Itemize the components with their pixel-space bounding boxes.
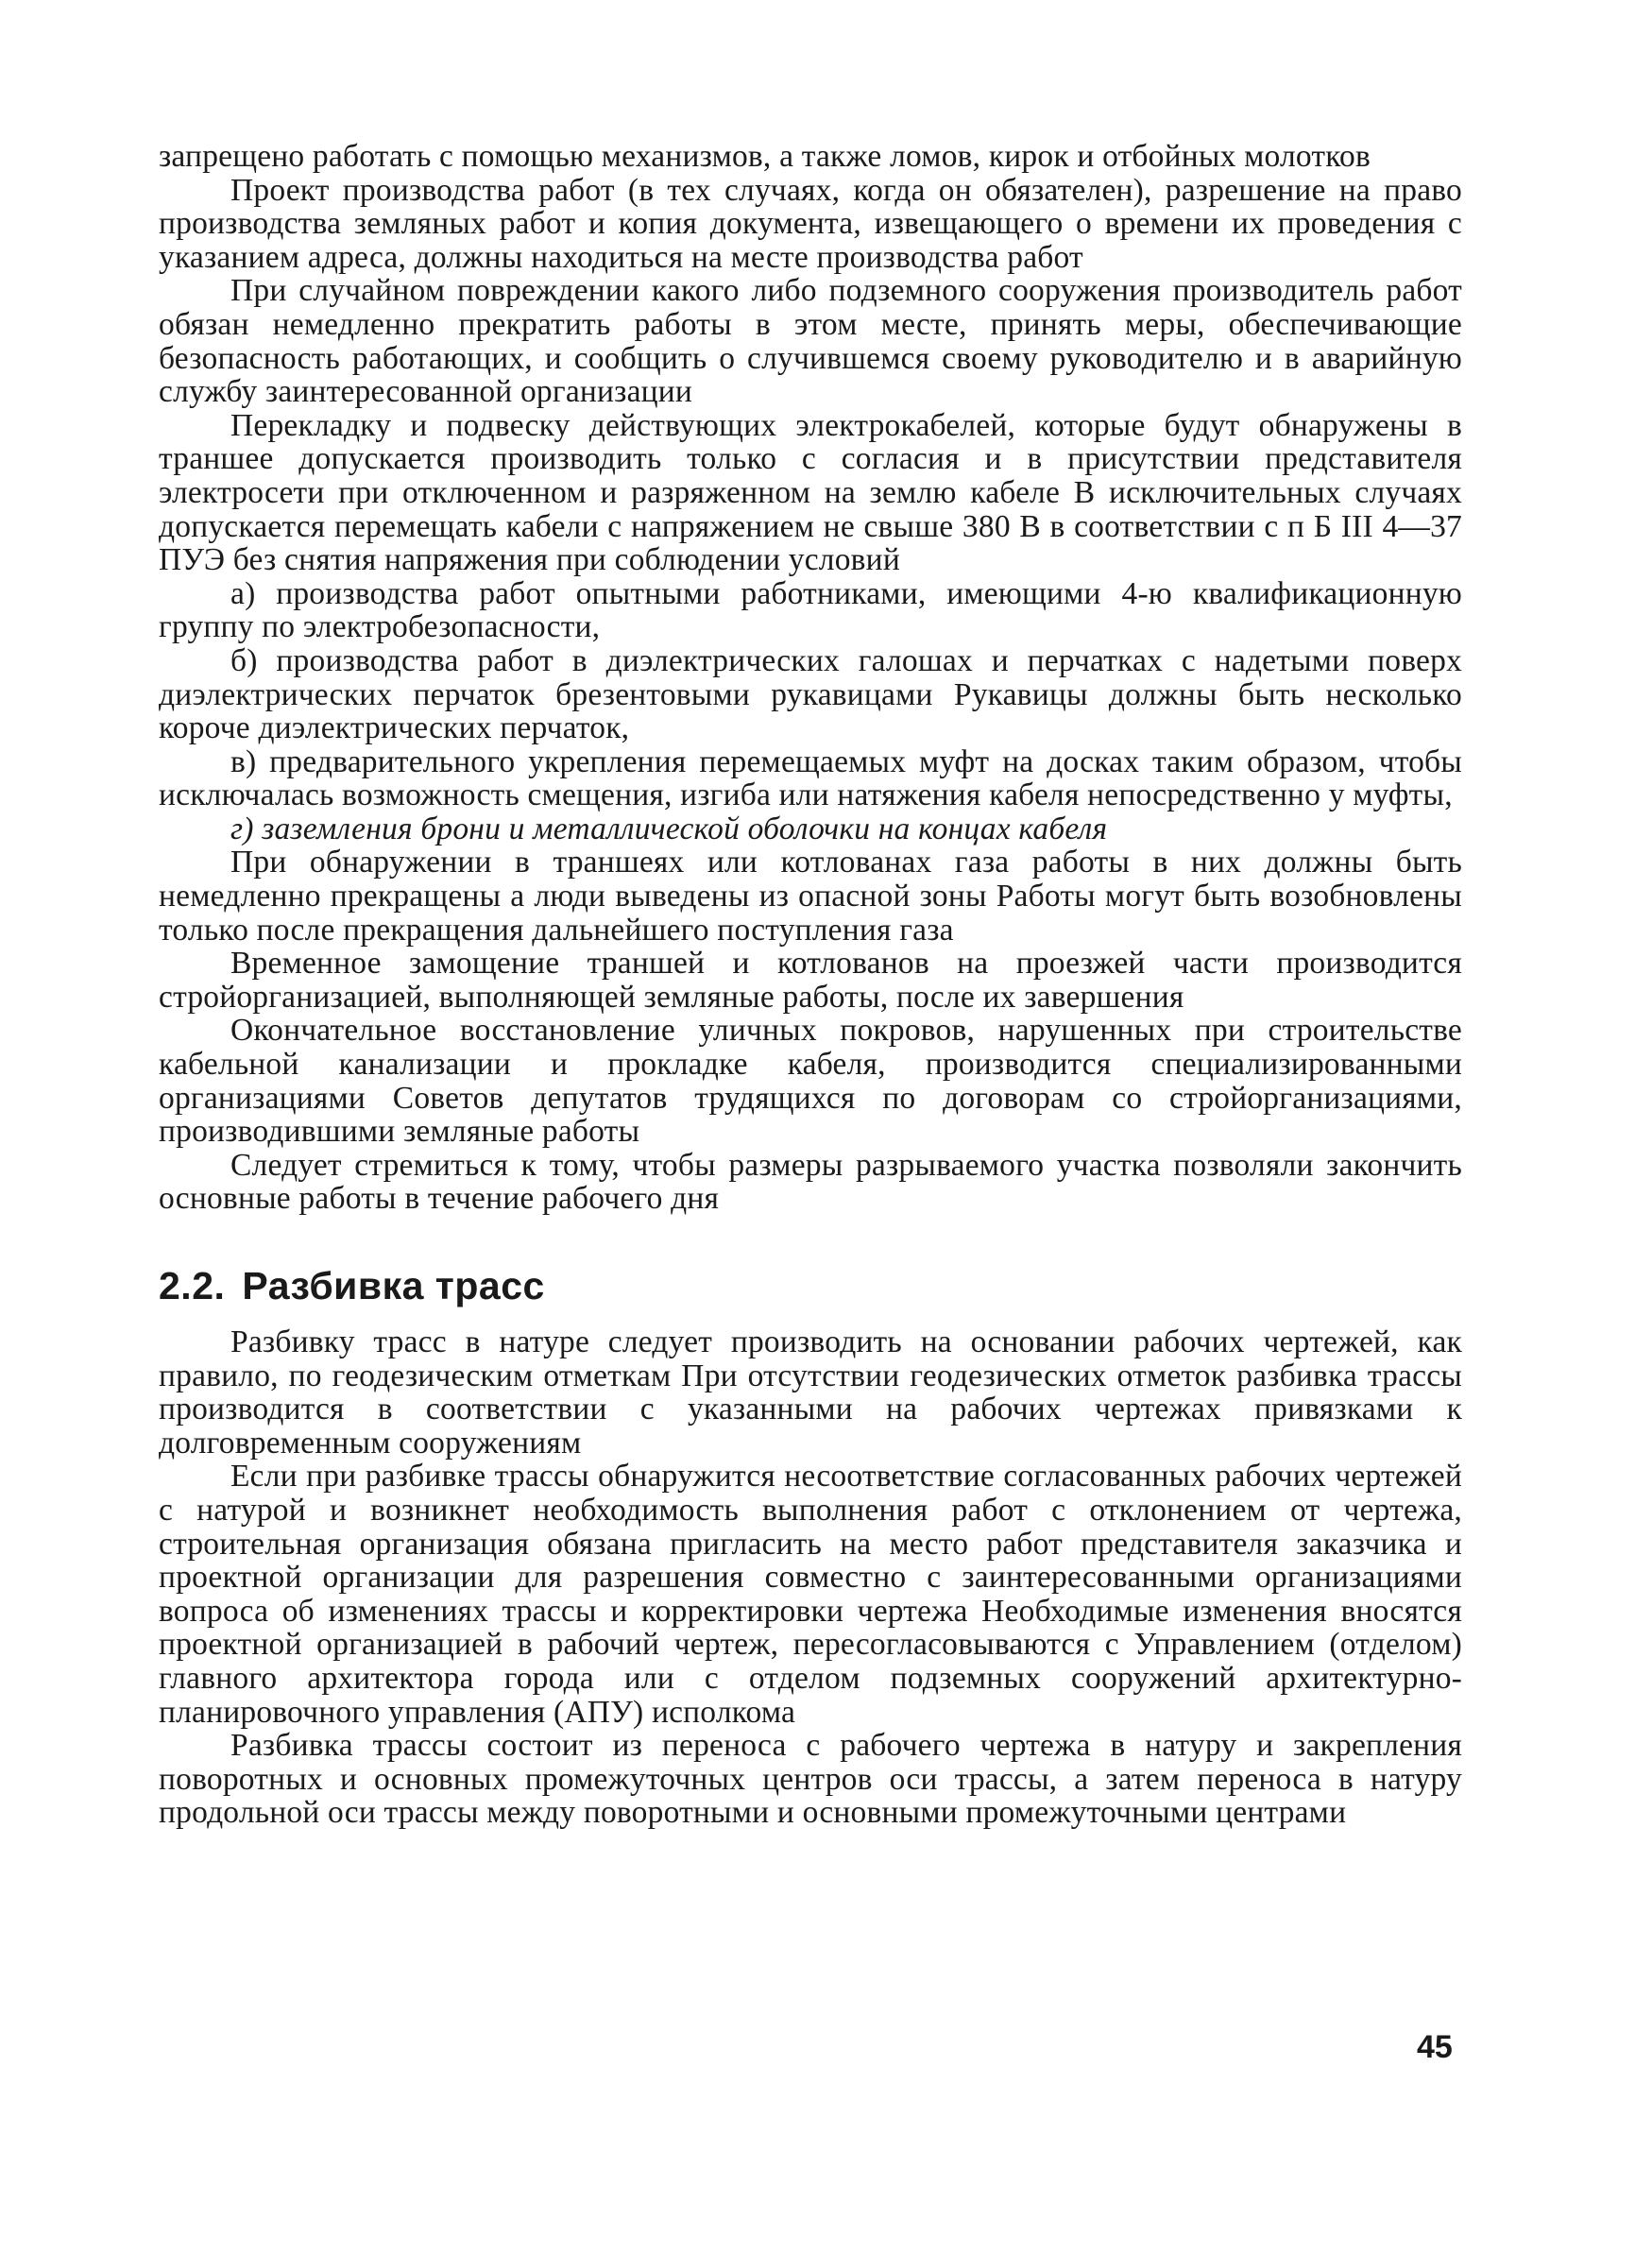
section-title: Разбивка трасс [242,1264,545,1307]
paragraph: запрещено работать с помощью механизмов, а также ломов, кирок и отбойных молотков [159,139,1371,174]
paragraph: При случайном повреждении какого либо подземного сооружения производитель работ обязан немедленно прекратить работы в этом месте, принять меры, обеспечивающие безопасность работающих, и сообщить о случившемся своему руководителю и в аварийную службу заинтересованной организации [159,273,1462,410]
paragraph: Разбивка трассы состоит из переноса с рабочего чертежа в натуру и закрепления поворотных и основных промежуточных центров оси трассы, а затем переноса в натуру продольной оси трассы между поворотными и основными промежуточными центрами [159,1728,1462,1831]
section-number: 2.2. [159,1264,226,1307]
paragraph: Окончательное восстановление уличных покровов, нарушенных при строительстве кабельной канализации и прокладке кабеля, производится специализированными организациями Советов депутатов трудящихся по договорам со стройорганизациями, производившими земляные работы [159,1013,1462,1150]
paragraph: Следует стремиться к тому, чтобы размеры разрываемого участка позволяли закончить основные работы в течение рабочего дня [159,1147,1462,1217]
paragraph: Перекладку и подвеску действующих электрокабелей, которые будут обнаружены в траншее допускается производить только с согласия и в присутствии представителя электросети при отключенном и разряженном на землю кабеле В исключительных случаях допускается перемещать кабели с напряжением не свыше 380 В в соответствии с п Б III 4—37 ПУЭ без снятия напряжения при соблюдении условий [159,407,1462,578]
text-block-before [159,140,1462,1216]
paragraph: г) заземления брони и металлической оболочки на концах кабеля [230,811,1108,846]
paragraph: б) производства работ в диэлектрических галошах и перчатках с надетыми поверх диэлектрических перчаток брезентовыми рукавицами Рукавицы должны быть несколько короче диэлектрических перчаток, [159,642,1462,746]
paragraph: При обнаружении в траншеях или котлованах газа работы в них должны быть немедленно прекращены а люди выведены из опасной зоны Работы могут быть возобновлены только после прекращения дальнейшего поступления газа [159,845,1462,948]
text-block-after [159,1325,1462,1830]
paragraph: Если при разбивке трассы обнаружится несоответствие согласованных рабочих чертежей с натурой и возникнет необходимость выполнения работ с отклонением от чертежа, строительная организация обязана пригласить на место работ представителя заказчика и проектной организации для разрешения совместно с заинтересованными организациями вопроса об изменениях трассы и корректировки чертежа Необходимые изменения вносятся проектной организацией в рабочий чертеж, пересогласовываются с Управлением (отделом) главного архитектора города или с отделом подземных сооружений архитектурно-планировочного управления (АПУ) исполкома [159,1459,1462,1730]
section-heading [159,1263,1462,1308]
paragraph: Временное замощение траншей и котлованов на проезжей части производится стройорганизацией, выполняющей земляные работы, после их завершения [159,946,1462,1015]
page-content [159,140,1462,1830]
paragraph: Проект производства работ (в тех случаях, когда он обязателен), разрешение на право производства земляных работ и копия документа, извещающего о времени их проведения с указанием адреса, должны находиться на месте производства работ [159,172,1462,275]
page-number: 45 [1417,2029,1453,2065]
paragraph: Разбивку трасс в натуре следует производить на основании рабочих чертежей, как правило, по геодезическим отметкам При отсутствии геодезических отметок разбивка трассы производится в соответствии с указанными на рабочих чертежах привязками к долговременным сооружениям [159,1324,1462,1461]
paragraph: в) предварительного укрепления перемещаемых муфт на досках таким образом, чтобы исключалась возможность смещения, изгиба или натяжения кабеля непосредственно у муфты, [159,743,1462,813]
paragraph: а) производства работ опытными работниками, имеющими 4-ю квалификационную группу по электробезопасности, [159,575,1462,645]
